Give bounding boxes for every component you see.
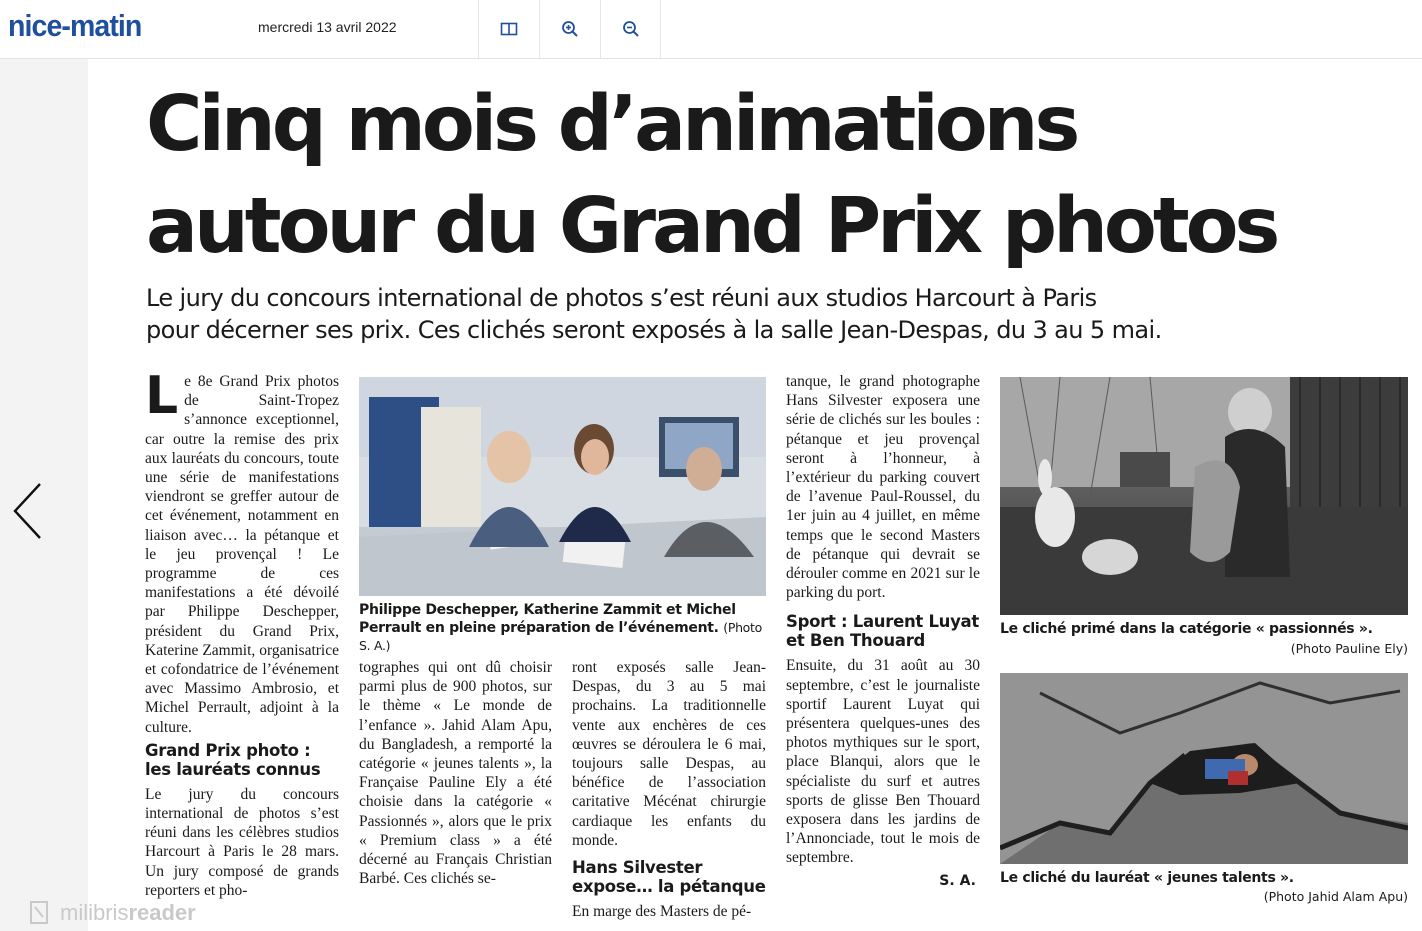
two-pages-button[interactable] [478, 0, 539, 58]
two-pages-icon [500, 20, 518, 38]
photo1-caption-text: Philippe Deschepper, Katherine Zammit et Michel Perrault en pleine préparation de l’événement. [359, 602, 736, 636]
headline-line-1: Cinq mois d’animations [146, 80, 1077, 169]
col3-body-text: ront exposés salle Jean-Despas, du 3 au 5 mai prochains. La traditionnelle vente aux enchères de ces œuvres se déroulera le 6 mai, toujours salle Despas, au bénéfice de l’association caritative Mécénat chirurgie cardiaque les enfants du monde. [572, 659, 766, 849]
article-headline [146, 74, 1416, 278]
child-watering-can-photo [1000, 377, 1408, 615]
photo3-credit: (Photo Jahid Alam Apu) [1263, 889, 1408, 904]
brand-prefix: milibris [60, 900, 129, 925]
top-bar [0, 0, 1422, 59]
article-column-2 [359, 658, 552, 888]
col2-body-text: tographes qui ont dû choisir parmi plus de 900 photos, sur le thème « Le monde de l’enfance ». Jahid Alam Apu, du Bangladesh, a remporté la catégorie « jeunes talents », la Française Pauline Ely a été choisie dans la catégorie « Passionnés », alors que le prix « Premium class » a été décerné au Français Christian Barbé. Ces clichés se- [359, 659, 552, 888]
zoom-in-button[interactable] [539, 0, 600, 58]
col4-body-text: tanque, le grand photographe Hans Silvester exposera une série de clichés sur les boules : pétanque et jeu provençal seront à l’honneur, à l’extérieur du parking couvert de l’avenue Paul-Roussel, du 1er juin au 4 juillet, en même temps que le second Masters de pétanque qui devrait se dérouler comme en 2021 sur le parking du port. [786, 373, 980, 602]
col1-body-text: Le jury du concours international de photos s’est réuni dans les célèbres studios Harcourt à Paris le 28 mars. Un jury composé de grands reporters et pho- [145, 785, 339, 899]
meeting-photo-illustration [359, 377, 766, 596]
author-signature: S. A. [939, 872, 976, 889]
headline-line-2: autour du Grand Prix photos [146, 182, 1277, 271]
zoom-in-icon [561, 20, 579, 38]
photo2-caption-text: Le cliché primé dans la catégorie « passionnés ». [1000, 621, 1373, 637]
subhead-hans-silvester: Hans Silvester expose… la pétanque [572, 858, 766, 897]
drop-cap: L [145, 366, 179, 426]
photo-jeunes-talents-winner [1000, 673, 1408, 864]
intro-text: e 8e Grand Prix photos de Saint-Tropez s’annonce exceptionnel, car outre la remise des prix aux lauréats du concours, toute une série de manifestations viendront se greffer autour de cet événement, notamment en liaison avec… la pétanque et le jeu provençal ! Le programme de ces manifestations a été dévoilé par Philippe Deschepper, président du Grand Prix, Katerine Zammit, organisatrice et cofondatrice de l’événement avec Massimo Ambrosio, et Michel Perrault, adjoint à la culture. [145, 373, 339, 736]
article-standfirst [146, 282, 1406, 346]
photo1-caption [359, 601, 769, 655]
photo-committee-meeting [359, 377, 766, 596]
photo-passionnes-winner [1000, 377, 1408, 615]
col4-body2-text: Ensuite, du 31 août au 30 septembre, c’est le journaliste sportif Laurent Luyat qui présentera quelques-unes des photos mythiques sur le sport, place Blanqui, alors que le spécialiste du surf et autres sports de glisse Ben Thouard exposera dans les jardins de l’Annonciade, tout le mois de septembre. [786, 657, 980, 867]
article-column-3 [572, 658, 766, 921]
child-in-cracked-wall-photo [1000, 673, 1408, 864]
reader-logo-icon [28, 900, 52, 926]
zoom-out-button[interactable] [600, 0, 661, 58]
issue-date: mercredi 13 avril 2022 [258, 19, 397, 35]
brand-suffix: reader [128, 900, 196, 925]
photo2-credit: (Photo Pauline Ely) [1290, 641, 1408, 656]
subhead-sport: Sport : Laurent Luyat et Ben Thouard [786, 612, 979, 651]
photo1-credit: (Photo S. A.) [359, 620, 762, 653]
milibris-reader-brand [28, 900, 196, 926]
col3-tail-text: En marge des Masters de pé- [572, 903, 752, 921]
standfirst-line-2: pour décerner ses prix. Ces clichés seront exposés à la salle Jean-Despas, du 3 au 5 mai. [146, 316, 1162, 344]
photo3-caption [1000, 869, 1408, 887]
photo2-caption [1000, 620, 1408, 638]
standfirst-line-1: Le jury du concours international de photos s’est réuni aux studios Harcourt à Paris [146, 284, 1097, 312]
photo3-caption-text: Le cliché du lauréat « jeunes talents ». [1000, 870, 1294, 886]
article-column-1 [145, 366, 339, 900]
nice-matin-logo[interactable]: nice-matin [8, 8, 142, 43]
article-column-4 [786, 372, 980, 891]
previous-page-arrow-icon[interactable] [10, 480, 50, 542]
zoom-out-icon [622, 20, 640, 38]
subhead-grand-prix: Grand Prix photo : les lauréats connus [145, 740, 321, 779]
